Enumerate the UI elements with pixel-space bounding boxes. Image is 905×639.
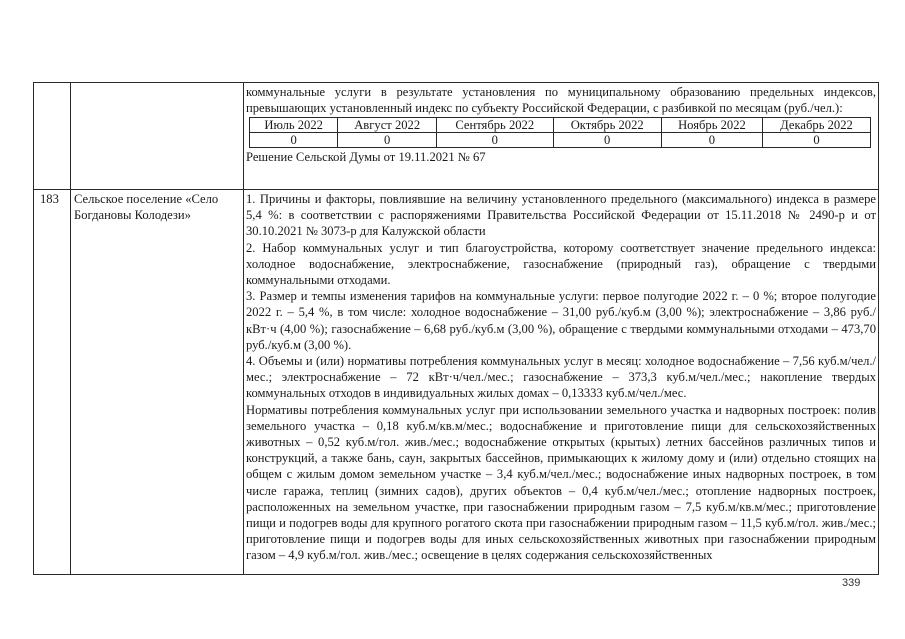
index-intro-text: коммунальные услуги в результате установления по муниципальному образованию предельных индексов, превышающих установленный индекс по субъекту Российской Федерации, с разбивкой по месяцам (руб./чел.): xyxy=(246,85,876,116)
monthly-values-table xyxy=(249,117,871,148)
row-number: 183 xyxy=(40,192,59,206)
month-value: 0 xyxy=(250,133,338,148)
column-divider xyxy=(70,83,71,574)
decision-reference: Решение Сельской Думы от 19.11.2021 № 67 xyxy=(246,150,486,165)
month-header: Июль 2022 xyxy=(250,118,338,133)
data-table xyxy=(33,82,879,575)
month-header: Декабрь 2022 xyxy=(763,118,871,133)
month-header: Октябрь 2022 xyxy=(553,118,661,133)
month-value: 0 xyxy=(338,133,437,148)
paragraph-3-tariffs: 3. Размер и темпы изменения тарифов на коммунальные услуги: первое полугодие 2022 г. – 0 %; второе полугодие 2022 г. – 5,4 %, в том числе: холодное водоснабжение – 31,00 руб./куб.м (3,00 %); электроснабжение – 3,86 руб./кВт·ч (4,00 %); газоснабжение – 6,68 руб./куб.м (3,00 %), обращение с твердыми коммунальными отходами – 473,70 руб./куб.м (3,00 %). xyxy=(246,289,876,352)
month-header: Ноябрь 2022 xyxy=(661,118,762,133)
paragraph-land-norms: Нормативы потребления коммунальных услуг при использовании земельного участка и надворных построек: полив земельного участка – 0,18 куб.м/кв.м/мес.; водоснабжение и приготовление пищи для сельскохозяйственных животных – 0,52 куб.м/гол. жив./мес.; водоснабжение открытых (крытых) летних бассейнов различных типов и конструкций, а также бань, саун, закрытых бассейнов, примыкающих к жилому дому и (или) отдельно стоящих на общем с жилым домом земельном участке – 3,4 куб.м/чел./мес.; водоснабжение иных надворных построек, в том числе гаража, теплиц (зимних садов), других объектов – 0,4 куб.м/чел./мес.; отопление надворных построек, расположенных на земельном участке, при газоснабжении природным газом – 7,5 куб.м/кв.м/мес.; приготовление пищи и подогрев воды для крупного рогатого скота при газоснабжении природным газом – 11,5 куб.м/гол. жив./мес.; приготовление пищи и подогрев воды для иных сельскохозяйственных животных при газоснабжении природным газом – 4,9 куб.м/гол. жив./мес.; освещение в целях содержания сельскохозяйственных xyxy=(246,402,876,563)
paragraph-2-services: 2. Набор коммунальных услуг и тип благоустройства, которому соответствует значение предельного индекса: холодное водоснабжение, электроснабжение, газоснабжение (природный газ), обращение с твердыми коммунальными отходами. xyxy=(246,240,876,288)
column-divider xyxy=(243,83,244,574)
municipality-name: Сельское поселение «Село Богдановы Колодези» xyxy=(74,192,219,223)
months-value-row xyxy=(250,133,871,148)
months-header-row xyxy=(250,118,871,133)
month-value: 0 xyxy=(661,133,762,148)
month-value: 0 xyxy=(763,133,871,148)
continuation-cell xyxy=(246,84,876,166)
month-value: 0 xyxy=(436,133,553,148)
paragraph-1-factors: 1. Причины и факторы, повлиявшие на величину установленного предельного (максимального) индекса в размере 5,4 %: в соответствии с распоряжениями Правительства Российской Федерации от 15.11.2018 № 2490-р и от 30.10.2021 № 3073-р для Калужской области xyxy=(246,192,876,239)
paragraph-4-volumes: 4. Объемы и (или) нормативы потребления коммунальных услуг в месяц: холодное водоснабжение – 7,56 куб.м/чел./мес.; электроснабжение – 72 кВт·ч/чел./мес.; газоснабжение – 373,3 куб.м/чел./мес.; накопление твердых коммунальных отходов в индивидуальных жилых домах – 0,13333 куб.м/чел./мес. xyxy=(246,354,876,401)
month-value: 0 xyxy=(553,133,661,148)
row-divider xyxy=(34,189,878,190)
month-header: Август 2022 xyxy=(338,118,437,133)
row-183-details xyxy=(246,191,876,564)
page-number: 339 xyxy=(842,577,861,589)
month-header: Сентябрь 2022 xyxy=(436,118,553,133)
